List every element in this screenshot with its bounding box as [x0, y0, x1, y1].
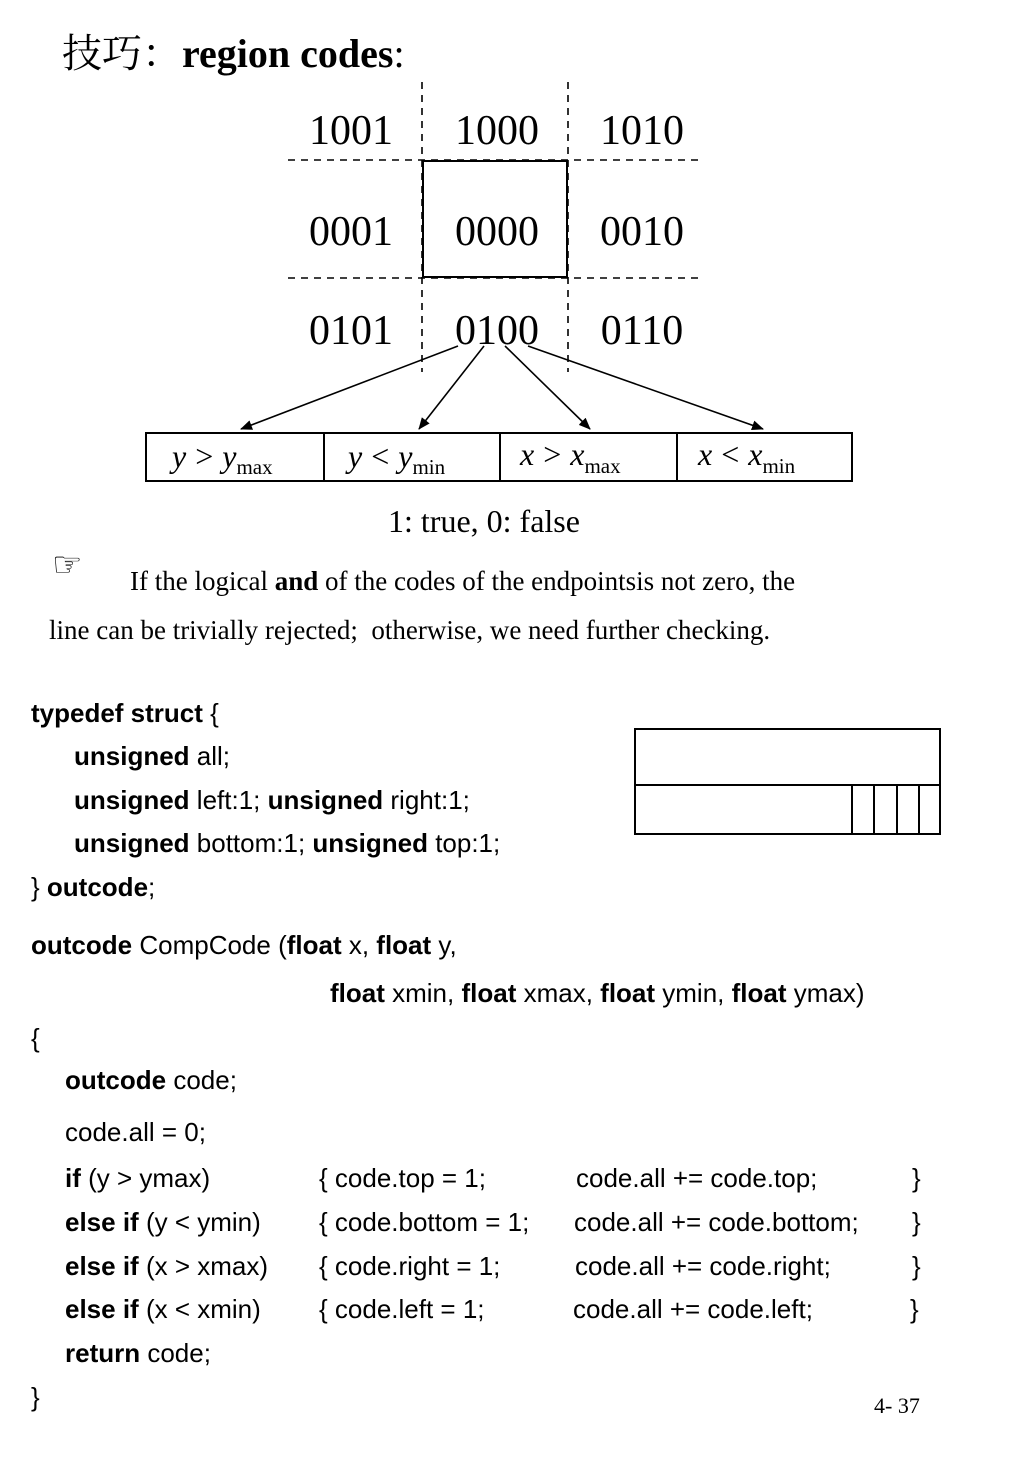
- code-if-bottom-close: }: [912, 1207, 921, 1237]
- title-prefix: 技巧：: [62, 31, 182, 76]
- struct-all-field: [635, 729, 940, 785]
- arrow-bit-2: [505, 346, 590, 429]
- bit-label-3: $x < x_{min}$: [698, 436, 796, 478]
- page-number: 4- 37: [874, 1393, 920, 1418]
- code-r0-c2: 1010: [600, 108, 684, 154]
- code-if-right-acc: code.all += code.right;: [575, 1251, 831, 1281]
- arrow-bit-0: [241, 346, 458, 429]
- code-if-bottom-body: { code.bottom = 1;: [319, 1207, 530, 1237]
- code-line-typedef: typedef struct {: [31, 698, 219, 728]
- note-post: of the codes of the endpointsis not zero, the: [318, 566, 796, 596]
- code-line-bottom-top: unsigned bottom:1; unsigned top:1;: [74, 828, 501, 858]
- title-bold: region codes: [182, 31, 394, 76]
- code-if-right-body: { code.right = 1;: [319, 1251, 501, 1281]
- code-r2-c2: 0110: [600, 308, 684, 354]
- code-if-left-acc: code.all += code.left;: [573, 1294, 813, 1324]
- legend-text: 1: true, 0: false: [388, 503, 580, 539]
- code-if-left-close: }: [910, 1294, 919, 1324]
- code-line-if-bottom: else if (y < ymin): [65, 1207, 261, 1237]
- code-line-signature: outcode CompCode (float x, float y,: [31, 930, 457, 960]
- code-r0-c0: 1001: [309, 108, 393, 154]
- code-if-top-acc: code.all += code.top;: [576, 1163, 818, 1193]
- code-if-top-close: }: [912, 1163, 921, 1193]
- title-suffix: :: [393, 31, 405, 76]
- outcode-struct-diagram: [630, 725, 946, 841]
- code-if-left-body: { code.left = 1;: [319, 1294, 485, 1324]
- code-line-close-brace: }: [31, 1382, 40, 1412]
- note-line-2: line can be trivially rejected; otherwise, we need further checking.: [49, 615, 771, 645]
- code-line-return: return code;: [65, 1338, 211, 1368]
- arrow-bit-3: [528, 346, 763, 429]
- pointing-hand-icon: ☞: [52, 547, 83, 584]
- code-line-decl: outcode code;: [65, 1065, 237, 1095]
- code-line-left-right: unsigned left:1; unsigned right:1;: [74, 785, 470, 815]
- note-pre: If the logical: [130, 566, 275, 596]
- code-r1-c2: 0010: [600, 209, 684, 255]
- bit-label-2: $x > x_{max}$: [520, 436, 621, 478]
- code-r2-c1: 0100: [455, 308, 539, 354]
- note-bold: and: [274, 566, 319, 596]
- code-line-open-brace: {: [31, 1023, 40, 1053]
- code-if-top-body: { code.top = 1;: [319, 1163, 486, 1193]
- region-code-diagram: [0, 0, 1024, 520]
- struct-bits-field: [635, 785, 940, 834]
- bit-label-0: $y > y_{max}$: [172, 438, 273, 479]
- code-r0-c1: 1000: [455, 108, 539, 154]
- code-line-outcode-close: } outcode;: [31, 872, 156, 902]
- code-line-if-right: else if (x > xmax): [65, 1251, 269, 1281]
- arrow-bit-1: [419, 346, 484, 429]
- code-r2-c0: 0101: [309, 308, 393, 354]
- bit-label-1: $y < y_{min}$: [348, 438, 446, 479]
- code-line-if-left: else if (x < xmin): [65, 1294, 261, 1324]
- code-if-bottom-acc: code.all += code.bottom;: [574, 1207, 859, 1237]
- code-line-all: unsigned all;: [74, 741, 231, 771]
- code-if-right-close: }: [912, 1251, 921, 1281]
- note-line-1: [130, 566, 795, 597]
- code-line-if-top: if (y > ymax): [65, 1163, 211, 1193]
- code-r1-c0: 0001: [309, 209, 393, 255]
- code-r1-c1: 0000: [455, 209, 539, 255]
- code-line-signature-cont: float xmin, float xmax, float ymin, float ymax): [330, 978, 865, 1008]
- code-line-init: code.all = 0;: [65, 1117, 206, 1147]
